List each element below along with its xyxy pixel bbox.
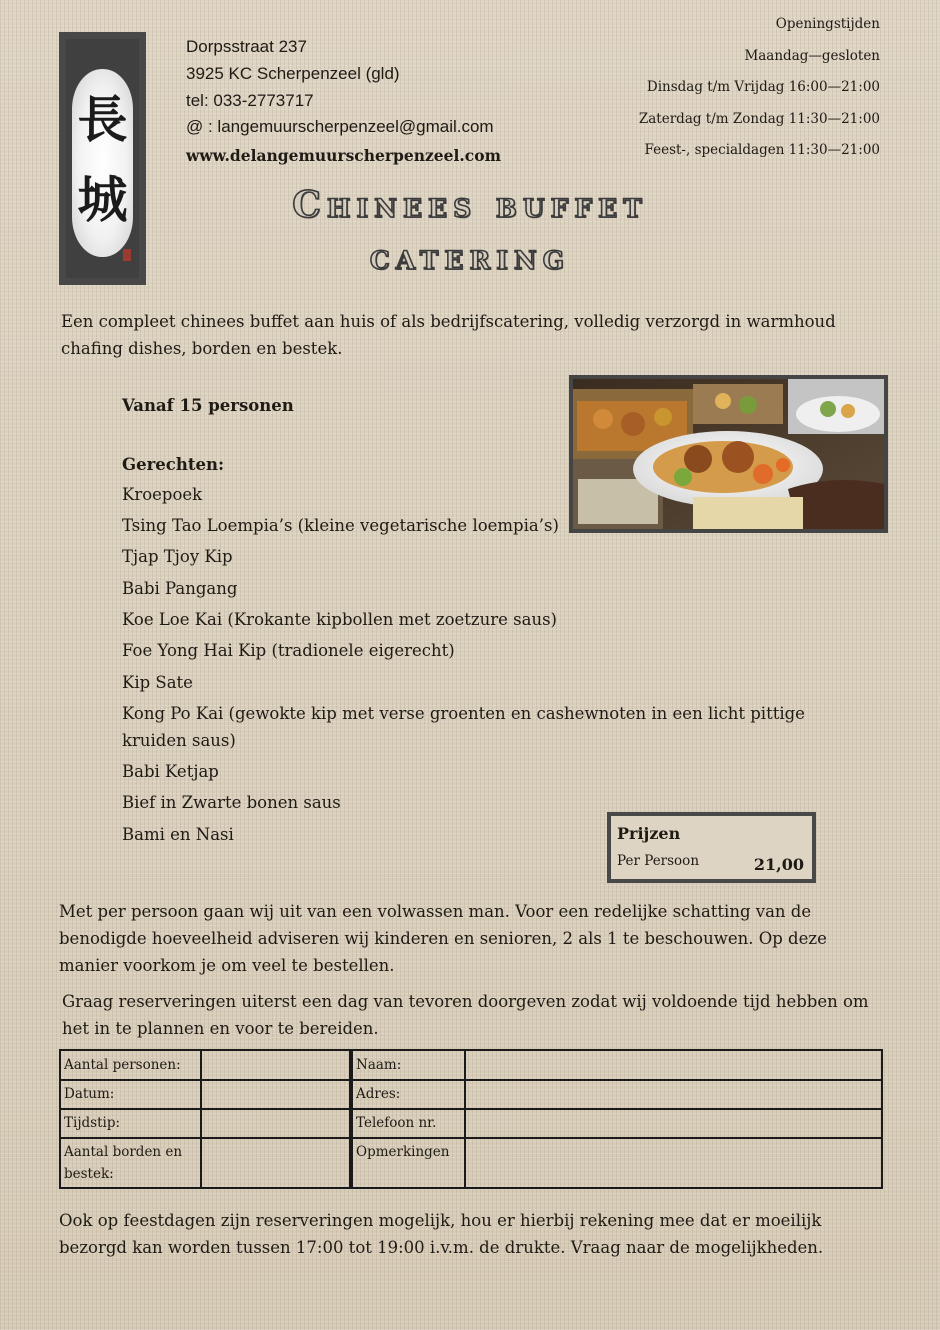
address-street: Dorpsstraat 237 bbox=[186, 37, 307, 56]
dish-item: Babi Pangang bbox=[122, 579, 238, 598]
price-value: 21,00 bbox=[753, 855, 804, 874]
hours-weekdays: Dinsdag t/m Vrijdag 16:00—21:00 bbox=[646, 79, 880, 95]
dish-item: Foe Yong Hai Kip (tradionele eigerecht) bbox=[122, 641, 455, 660]
price-label: Per Persoon bbox=[617, 853, 700, 869]
page-title-line-1: Chinees buffet bbox=[292, 184, 648, 226]
reservation-form bbox=[59, 1049, 883, 1189]
footer-note: Ook op feestdagen zijn reserveringen mogelijk, hou er hierbij rekening mee dat er moeilijk bezorgd kan worden tussen 17:00 tot 19:00 i.v.m. de drukte. Vraag naar de mogelijkheden. bbox=[59, 1211, 824, 1257]
website-link: www.delangemuurscherpenzeel.com bbox=[186, 146, 501, 165]
hours-holidays: Feest-, specialdagen 11:30—21:00 bbox=[644, 142, 880, 158]
email-address: @ : langemuurscherpenzeel@gmail.com bbox=[186, 117, 494, 136]
field-date[interactable] bbox=[202, 1081, 348, 1108]
label-date: Datum: bbox=[64, 1086, 115, 1102]
field-number-of-persons[interactable] bbox=[202, 1053, 348, 1079]
field-phone[interactable] bbox=[466, 1110, 879, 1137]
intro-text: Een compleet chinees buffet aan huis of als bedrijfscatering, volledig verzorgd in warmhoud chafing dishes, borden en bestek. bbox=[61, 312, 836, 358]
label-phone: Telefoon nr. bbox=[356, 1115, 437, 1131]
buffet-photo-illustration bbox=[573, 379, 884, 529]
form-divider bbox=[349, 1051, 353, 1187]
field-time[interactable] bbox=[202, 1110, 348, 1137]
field-remarks[interactable] bbox=[466, 1139, 879, 1187]
address-city: 3925 KC Scherpenzeel (gld) bbox=[186, 64, 400, 83]
dish-item: Bief in Zwarte bonen saus bbox=[122, 793, 341, 812]
dishes-heading: Gerechten: bbox=[122, 455, 225, 474]
hours-monday: Maandag—gesloten bbox=[744, 48, 880, 64]
reservation-note: Graag reserveringen uiterst een dag van tevoren doorgeven zodat wij voldoende tijd hebben om het in te plannen en voor te bereiden. bbox=[62, 992, 869, 1038]
page-title-line-2: catering bbox=[369, 236, 571, 278]
label-time: Tijdstip: bbox=[64, 1115, 121, 1131]
label-remarks: Opmerkingen bbox=[356, 1144, 450, 1160]
buffet-photo bbox=[569, 375, 888, 533]
label-name: Naam: bbox=[356, 1057, 402, 1073]
dish-item: Tjap Tjoy Kip bbox=[122, 547, 233, 566]
field-plates-cutlery[interactable] bbox=[202, 1139, 348, 1187]
hours-title: Openingstijden bbox=[775, 16, 880, 32]
field-address[interactable] bbox=[466, 1081, 879, 1108]
label-number-of-persons: Aantal personen: bbox=[64, 1057, 181, 1073]
dish-item: Koe Loe Kai (Krokante kipbollen met zoetzure saus) bbox=[122, 610, 557, 629]
dish-item: Tsing Tao Loempia’s (kleine vegetarische loempia’s) bbox=[122, 516, 559, 535]
dish-item: Kong Po Kai (gewokte kip met verse groenten en cashewnoten in een licht pittige bbox=[122, 704, 805, 723]
label-plates-cutlery: Aantal borden en bestek: bbox=[64, 1144, 183, 1182]
dish-item: Babi Ketjap bbox=[122, 762, 219, 781]
dish-item: Kip Sate bbox=[122, 673, 193, 692]
label-address: Adres: bbox=[356, 1086, 401, 1102]
dish-item: Bami en Nasi bbox=[122, 825, 234, 844]
persons-note: Met per persoon gaan wij uit van een volwassen man. Voor een redelijke schatting van de benodigde hoeveelheid adviseren wij kinderen en senioren, 2 als 1 te beschouwen. Op deze manier voorkom je om veel te bestellen. bbox=[59, 902, 827, 975]
price-title: Prijzen bbox=[617, 824, 681, 843]
price-box bbox=[607, 812, 816, 883]
field-name[interactable] bbox=[466, 1053, 879, 1079]
min-persons: Vanaf 15 personen bbox=[122, 396, 294, 415]
phone-number: tel: 033-2773717 bbox=[186, 91, 314, 110]
dish-item: Kroepoek bbox=[122, 485, 203, 504]
logo-character-bottom: 城 bbox=[77, 170, 128, 229]
hours-weekend: Zaterdag t/m Zondag 11:30—21:00 bbox=[638, 111, 880, 127]
logo-character-top: 長 bbox=[77, 90, 128, 149]
dish-item-continued: kruiden saus) bbox=[122, 731, 236, 750]
